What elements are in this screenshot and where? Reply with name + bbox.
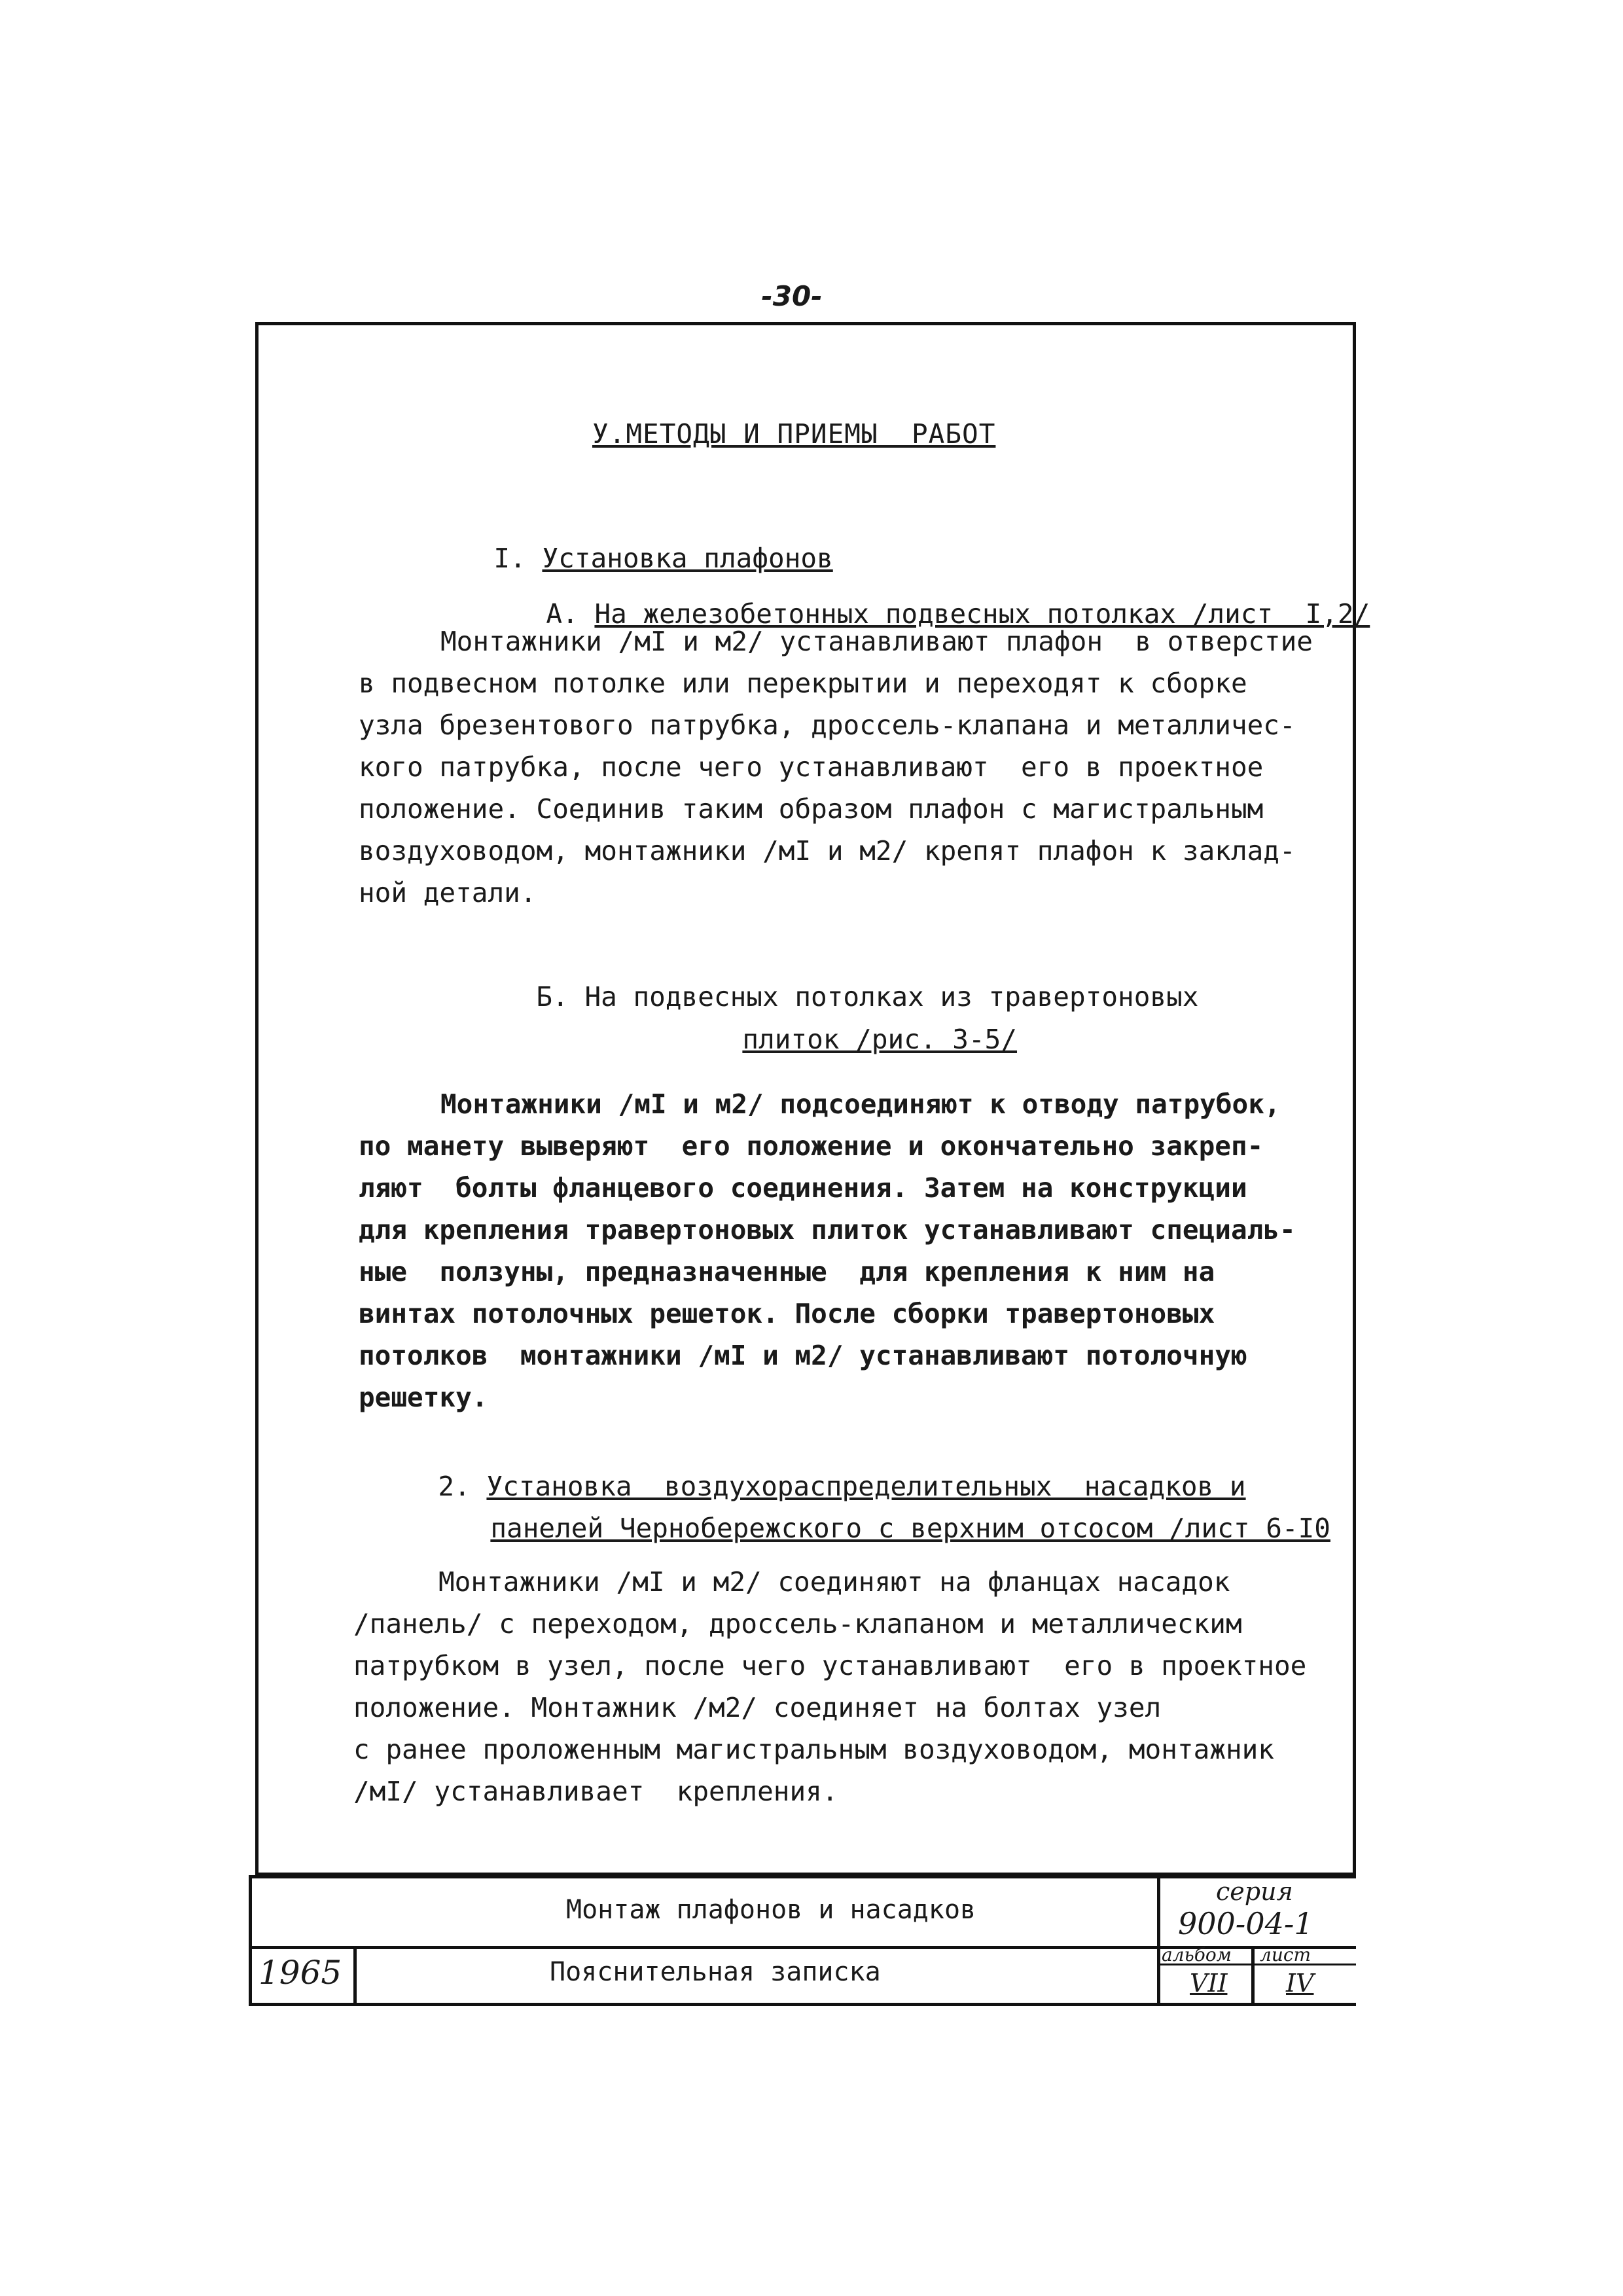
paragraph-2-line: Монтажники /мI и м2/ подсоединяют к отводу патрубок,	[440, 1088, 1281, 1120]
paragraph-3-line: Монтажники /мI и м2/ соединяют на фланцах насадок	[438, 1566, 1230, 1598]
paragraph-3-line: положение. Монтажник /м2/ соединяет на болтах узел	[353, 1692, 1162, 1723]
paragraph-2-line: ляют болты фланцевого соединения. Затем на конструкции	[359, 1172, 1247, 1204]
title-block-series-label: серия	[1216, 1877, 1293, 1906]
paragraph-1-line: узла брезентового патрубка, дроссель-клапана и металличес-	[359, 709, 1296, 741]
page-number: -30-	[761, 280, 823, 312]
item-b-heading-cont	[710, 978, 1017, 1060]
item-1-title: Установка плафонов	[542, 543, 833, 574]
title-block-top-line	[249, 1875, 1356, 1878]
paragraph-2-line: потолков монтажники /мI и м2/ устанавливают потолочную	[359, 1340, 1247, 1371]
paragraph-2-line: решетку.	[359, 1382, 488, 1413]
item-b-title-line1: На подвесных потолках из травертоновых	[584, 981, 1199, 1013]
paragraph-1-line: кого патрубка, после чего устанавливают его в проектное	[359, 751, 1264, 783]
section-heading: У.МЕТОДЫ И ПРИЕМЫ РАБОТ	[592, 418, 996, 450]
item-2-title-line1: Установка воздухораспределительных насадков и	[486, 1471, 1246, 1502]
title-block-sheet-label: лист	[1260, 1944, 1311, 1965]
paragraph-1-line: Монтажники /мI и м2/ устанавливают плафон в отверстие	[440, 626, 1313, 657]
paragraph-1-line: положение. Соединив таким образом плафон с магистральным	[359, 793, 1264, 825]
paragraph-1-line: ной детали.	[359, 877, 537, 908]
title-block-album-divider	[1251, 1946, 1255, 2006]
paragraph-2-line: ные ползуны, предназначенные для крепления к ним на	[359, 1256, 1215, 1287]
item-2-number: 2.	[438, 1471, 471, 1502]
title-block-sheet-value: IV	[1286, 1969, 1314, 1998]
paragraph-3-line: /мI/ устанавливает крепления.	[353, 1776, 838, 1807]
title-block-row1-title: Монтаж плафонов и насадков	[566, 1895, 976, 1925]
item-b-number: Б.	[536, 981, 569, 1013]
paragraph-3	[353, 1561, 1306, 1812]
item-a-title: На железобетонных подвесных потолках /лист I,2/	[594, 598, 1370, 630]
paragraph-2	[359, 1083, 1296, 1418]
paragraph-1-line: воздуховодом, монтажники /мI и м2/ крепят плафон к заклад-	[359, 835, 1296, 867]
paragraph-1-line: в подвесном потолке или перекрытии и переходят к сборке	[359, 668, 1247, 699]
paragraph-3-line: патрубком в узел, после чего устанавливают его в проектное	[353, 1650, 1307, 1681]
paragraph-3-line: с ранее проложенным магистральным воздуховодом, монтажник	[353, 1734, 1274, 1765]
title-block-bottom-line	[249, 2003, 1356, 2006]
title-block-left-line	[249, 1875, 252, 2006]
title-block-series-value: 900-04-1	[1178, 1906, 1313, 1941]
paragraph-2-line: винтах потолочных решеток. После сборки травертоновых	[359, 1298, 1215, 1329]
paragraph-1	[359, 620, 1313, 914]
item-a-number: А.	[546, 598, 579, 630]
item-1-number: I.	[493, 543, 526, 574]
item-b-title-line2: плиток /рис. 3-5/	[742, 1024, 1018, 1055]
title-block-album-label: альбом	[1162, 1944, 1232, 1965]
title-block-row2-title: Пояснительная записка	[550, 1957, 881, 1987]
paragraph-2-line: для крепления травертоновых плиток устанавливают специаль-	[359, 1214, 1296, 1246]
paragraph-3-line: /панель/ с переходом, дроссель-клапаном и металлическим	[353, 1608, 1242, 1640]
title-block-right-divider	[1157, 1875, 1160, 2006]
title-block-year-divider	[353, 1946, 357, 2006]
paragraph-2-line: по манету выверяют его положение и окончательно закреп-	[359, 1130, 1264, 1162]
item-2-title-line2: панелей Чернобережского с верхним отсосом /лист 6-I0	[490, 1513, 1330, 1544]
item-2-heading-cont	[458, 1467, 1330, 1549]
title-block-album-value: VII	[1190, 1969, 1228, 1998]
title-block-year: 1965	[259, 1954, 342, 1992]
